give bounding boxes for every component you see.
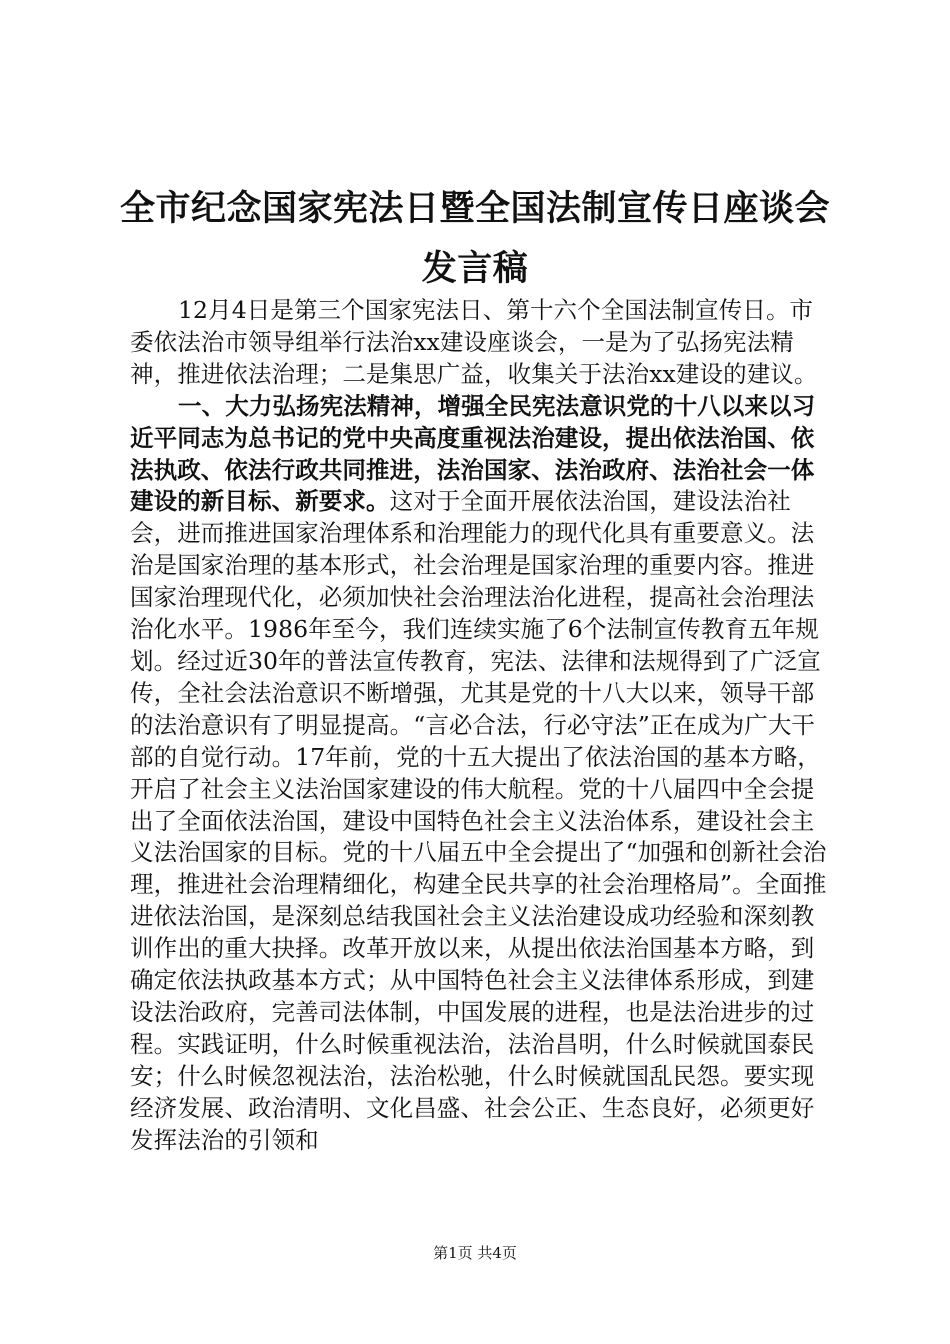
document-body [130,295,830,1156]
page-footer: 第1页 共4页 [433,1244,517,1262]
paragraph-section-1 [130,391,830,1157]
document-title-line-2: 发言稿 [421,249,529,289]
section-1-text: 这对于全面开展依法治国，建设法治社会，进而推进国家治理体系和治理能力的现代化具有重要意义。法治是国家治理的基本形式，社会治理是国家治理的重要内容。推进国家治理现代化，必须加快社会治理法治化进程，提高社会治理法治化水平。1986年至今，我们连续实施了6个法制宣传教育五年规划。经过近30年的普法宣传教育，宪法、法律和法规得到了广泛宣传，全社会法治意识不断增强，尤其是党的十八大以来，领导干部的法治意识有了明显提高。“言必合法，行必守法”正在成为广大干部的自觉行动。17年前，党的十五大提出了依法治国的基本方略，开启了社会主义法治国家建设的伟大航程。党的十八届四中全会提出了全面依法治国，建设中国特色社会主义法治体系，建设社会主义法治国家的目标。党的十八届五中全会提出了“加强和创新社会治理，推进社会治理精细化，构建全民共享的社会治理格局”。全面推进依法治国，是深刻总结我国社会主义法治建设成功经验和深刻教训作出的重大抉择。改革开放以来，从提出依法治国基本方略，到确定依法执政基本方式；从中国特色社会主义法律体系形成，到建设法治政府，完善司法体制，中国发展的进程，也是法治进步的过程。实践证明，什么时候重视法治，法治昌明，什么时候就国泰民安；什么时候忽视法治，法治松驰，什么时候就国乱民怨。要实现经济发展、政治清明、文化昌盛、社会公正、生态良好，必须更好发挥法治的引领和 [130,487,827,1154]
paragraph-intro: 12月4日是第三个国家宪法日、第十六个全国法制宣传日。市委依法治市领导组举行法治xx建设座谈会，一是为了弘扬宪法精神，推进依法治理；二是集思广益，收集关于法治xx建设的建议。 [130,296,818,388]
section-heading-1: 一、大力弘扬宪法精神，增强全民宪法意识党的十八以来以习近平同志为总书记的党中央高度重视法治建设，提出依法治国、依法执政、依法行政共同推进，法治国家、法治政府、法治社会一体建设的新目标、新要求。 [130,391,816,516]
document-title-line-1: 全市纪念国家宪法日暨全国法制宣传日座谈会 [119,189,830,229]
